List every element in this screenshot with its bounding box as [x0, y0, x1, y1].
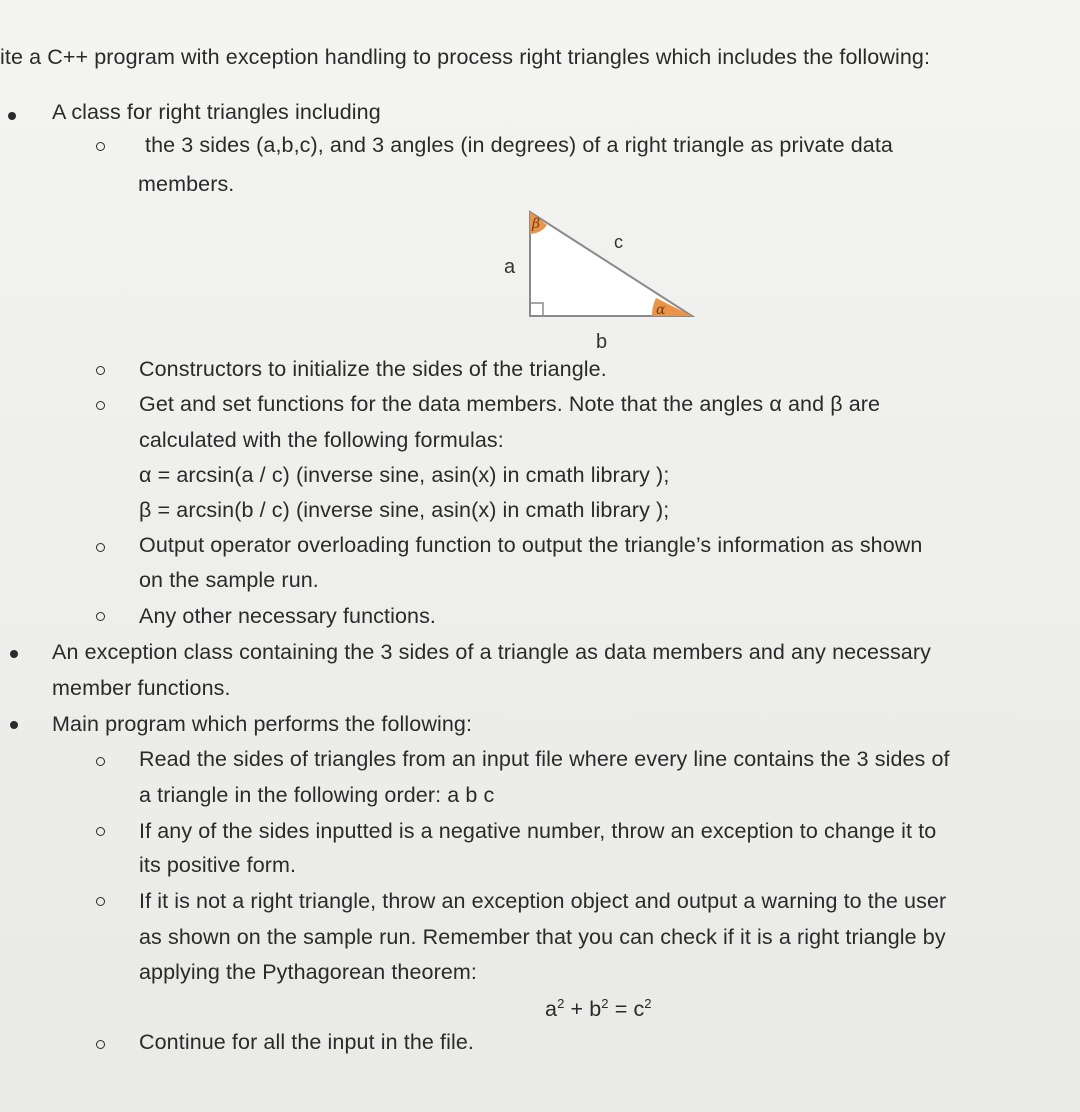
section3-title: Main program which performs the following:	[52, 712, 473, 736]
label-alpha: α	[656, 302, 666, 318]
label-b: b	[596, 331, 608, 353]
section3-item4: Continue for all the input in the file.	[139, 1030, 474, 1054]
sub-bullet-icon	[96, 142, 105, 151]
triangle-shape	[530, 212, 692, 316]
page-heading: ite a C++ program with exception handling to process right triangles which includes the following:	[0, 45, 931, 69]
sub-bullet-icon	[96, 757, 105, 766]
label-beta: β	[532, 216, 541, 232]
bullet-icon	[8, 112, 16, 120]
sub-bullet-icon	[96, 612, 105, 621]
section1-item3-line2: calculated with the following formulas:	[139, 428, 504, 452]
sub-bullet-icon	[96, 366, 105, 375]
sub-bullet-icon	[96, 827, 105, 836]
section1-item3-line1: Get and set functions for the data members. Note that the angles α and β are	[139, 392, 881, 416]
label-c: c	[614, 232, 623, 252]
section3-item1-line1: Read the sides of triangles from an input file where every line contains the 3 sides of	[139, 747, 950, 771]
section1-item1-line2: members.	[138, 172, 235, 196]
section1-item2: Constructors to initialize the sides of the triangle.	[139, 357, 607, 381]
section3-item1-line2: a triangle in the following order: a b c	[139, 783, 495, 807]
section1-title: A class for right triangles including	[52, 100, 381, 124]
sub-bullet-icon	[96, 1040, 105, 1049]
sub-bullet-icon	[96, 543, 105, 552]
bullet-icon	[10, 650, 18, 658]
section1-item5: Any other necessary functions.	[139, 604, 436, 628]
section3-item3-line3: applying the Pythagorean theorem:	[139, 960, 477, 984]
formula-alpha: α = arcsin(a / c) (inverse sine, asin(x) in cmath library );	[139, 463, 670, 487]
section3-item3-line1: If it is not a right triangle, throw an exception object and output a warning to the user	[139, 889, 947, 913]
pythagorean-formula: $a^2 + b^2 = c^2$	[545, 995, 652, 1021]
bullet-icon	[10, 721, 18, 729]
right-triangle-diagram	[490, 200, 710, 360]
formula-beta: β = arcsin(b / c) (inverse sine, asin(x) in cmath library );	[139, 498, 670, 522]
section3-item2-line1: If any of the sides inputted is a negative number, throw an exception to change it to	[139, 819, 937, 843]
label-a: a	[504, 256, 516, 278]
section2-line2: member functions.	[52, 676, 231, 700]
section1-item4-line2: on the sample run.	[139, 568, 319, 592]
section3-item3-line2: as shown on the sample run. Remember that you can check if it is a right triangle by	[139, 925, 946, 949]
section1-item4-line1: Output operator overloading function to output the triangle’s information as shown	[139, 533, 923, 557]
section1-item1-line1: the 3 sides (a,b,c), and 3 angles (in degrees) of a right triangle as private data	[145, 133, 893, 157]
section3-item2-line2: its positive form.	[139, 853, 297, 877]
section2-line1: An exception class containing the 3 sides of a triangle as data members and any necessary	[52, 640, 931, 664]
sub-bullet-icon	[96, 401, 105, 410]
sub-bullet-icon	[96, 897, 105, 906]
